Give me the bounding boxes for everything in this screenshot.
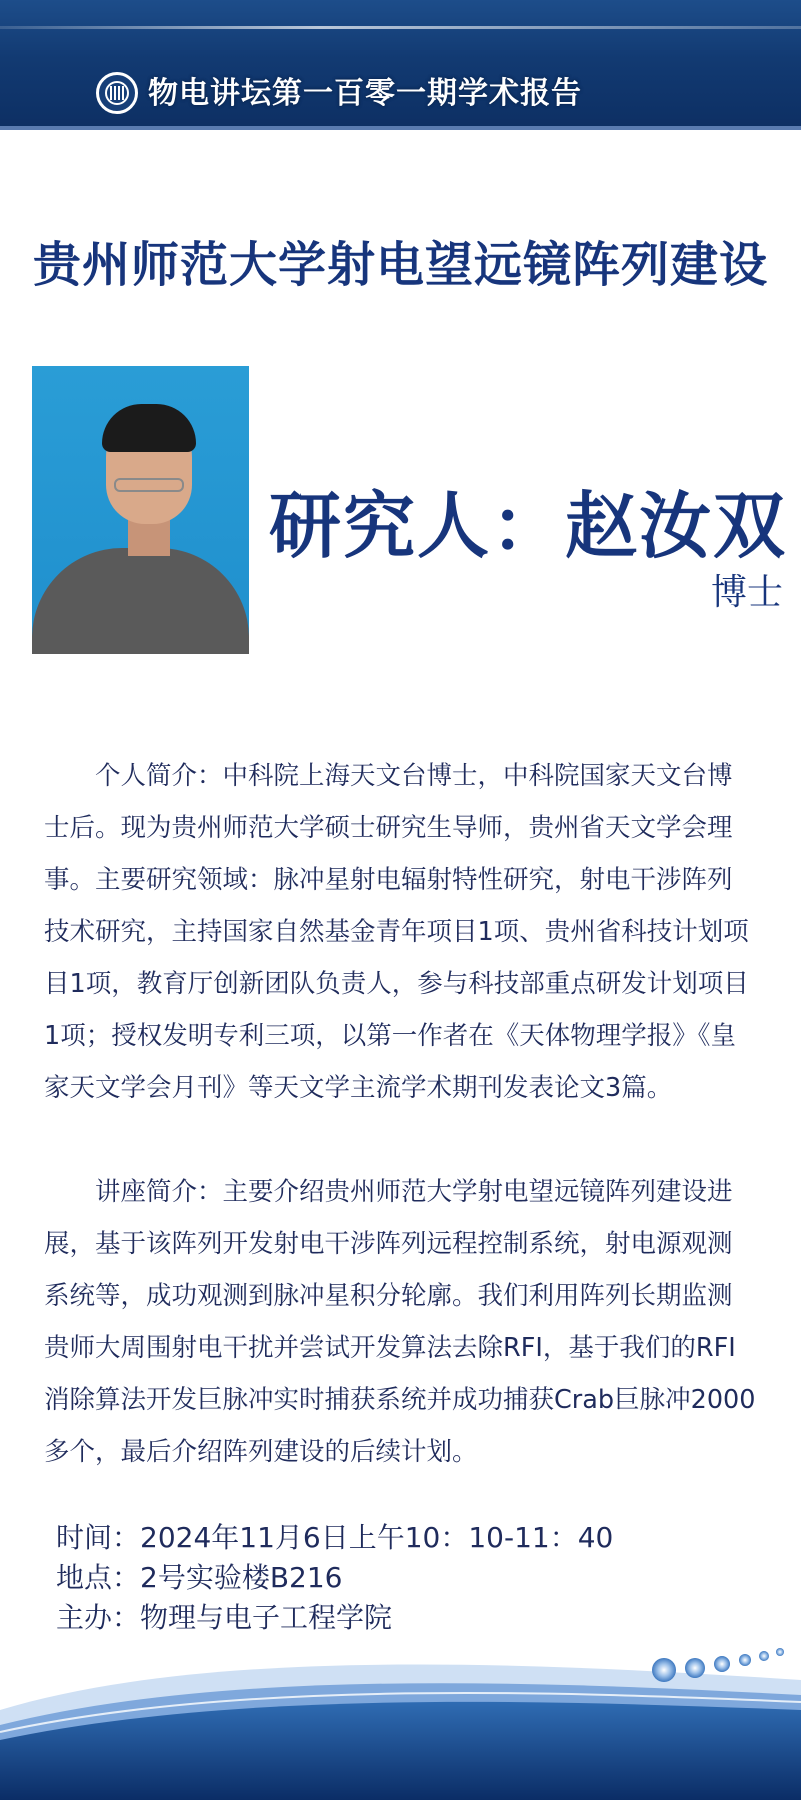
footer-wave-decoration: [0, 1640, 801, 1800]
decor-dot-5: [759, 1651, 769, 1661]
decor-dot-4: [739, 1654, 751, 1666]
event-time: 时间：2024年11月6日上午10：10-11：40: [56, 1521, 614, 1554]
decor-dot-2: [685, 1658, 705, 1678]
lecture-abstract: 讲座简介：主要介绍贵州师范大学射电望远镜阵列建设进展，基于该阵列开发射电干涉阵列远程控制系统，射电源观测系统等，成功观测到脉冲星积分轮廓。我们利用阵列长期监测贵师大周围射电干扰并尝试开发算法去除RFI，基于我们的RFI消除算法开发巨脉冲实时捕获系统并成功捕获Crab巨脉冲2000多个，最后介绍阵列建设的后续计划。: [44, 1177, 756, 1467]
decor-dot-1: [652, 1658, 676, 1682]
speaker-bio: 个人简介：中科院上海天文台博士，中科院国家天文台博士后。现为贵州师范大学硕士研究生导师，贵州省天文学会理事。主要研究领域：脉冲星射电辐射特性研究，射电干涉阵列技术研究，主持国家自然基金青年项目1项、贵州省科技计划项目1项，教育厅创新团队负责人，参与科技部重点研发计划项目1项；授权发明专利三项，以第一作者在《天体物理学报》《皇家天文学会月刊》等天文学主流学术期刊发表论文3篇。: [44, 761, 749, 1103]
lecture-title: 贵州师范大学射电望远镜阵列建设: [32, 237, 768, 293]
series-title: 物电讲坛第一百零一期学术报告: [148, 76, 582, 111]
speaker-degree: 博士: [710, 572, 783, 613]
header-top-line: [0, 26, 801, 29]
header-bottom-line: [0, 126, 801, 130]
event-host: 主办：物理与电子工程学院: [56, 1601, 393, 1634]
header-banner: [0, 0, 801, 130]
speaker-photo: [32, 366, 249, 654]
event-place: 地点：2号实验楼B216: [56, 1561, 343, 1594]
decor-dot-3: [714, 1656, 730, 1672]
decor-dot-6: [776, 1648, 784, 1656]
school-emblem-icon: [96, 72, 138, 114]
speaker-name: 研究人：赵汝双: [268, 484, 787, 568]
